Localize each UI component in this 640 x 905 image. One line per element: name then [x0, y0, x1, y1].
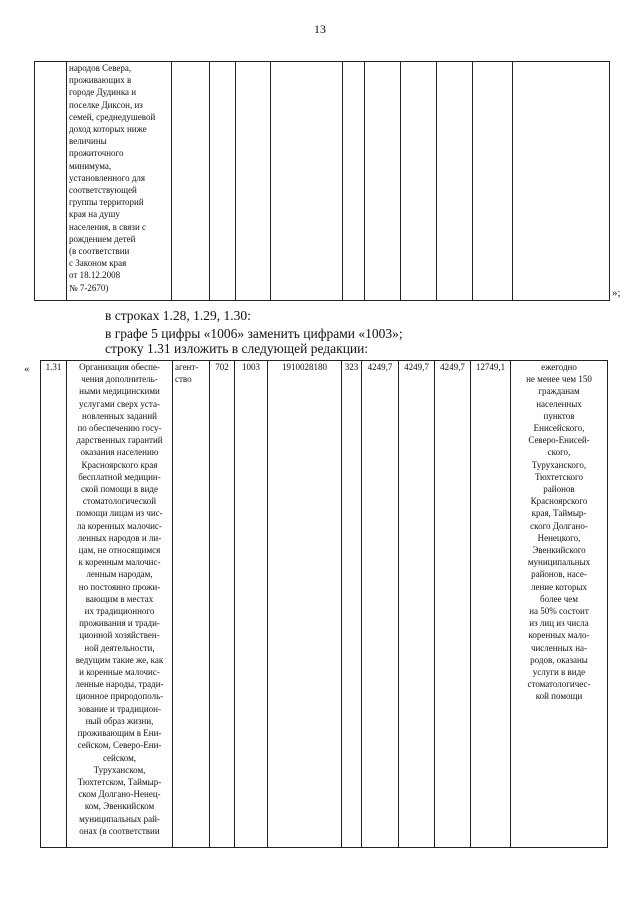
result-cell: [511, 361, 608, 848]
top-table-cell-empty: [401, 62, 437, 301]
top-table-cell-empty: [210, 62, 236, 301]
row-number-cell: [41, 361, 67, 848]
top-table-cell-empty: [236, 62, 271, 301]
result: ежегодно не менее чем 150 гражданам населенных пунктов Енисейского, Северо-Енисей- ского, Туруханского, Тюхтетского районов Красноярского края, Таймыр- ского Долгано- Ненецкого, Эвенкийского муниципальных районов, насе- ление которых более чем на 50% состоит из лиц из числа коренных мало- численных на- родов, оказаны услуги в виде стоматологичес- кой помощи: [526, 362, 592, 702]
code-1003-cell: [235, 361, 268, 848]
opening-quote-mark: «: [24, 363, 30, 375]
top-table-cell-empty: [365, 62, 401, 301]
amount-1-cell: [362, 361, 399, 848]
amount-3-cell: [435, 361, 471, 848]
amendment-line-3: строку 1.31 изложить в следующей редакции:: [105, 341, 369, 356]
code-323: 323: [344, 362, 359, 372]
code-1003: 1003: [242, 362, 260, 372]
target-code: 1910028180: [282, 362, 327, 372]
row-number: 1.31: [45, 362, 62, 372]
row-1-31-table: [40, 360, 608, 848]
top-table: [34, 61, 610, 301]
row-description-cell: [67, 361, 173, 848]
code-702: 702: [215, 362, 229, 372]
top-table-cell-empty: [271, 62, 343, 301]
top-table-description-cell: [67, 62, 172, 301]
amendment-line-2: в графе 5 цифры «1006» заменить цифрами «1003»;: [105, 326, 403, 341]
top-table-description: народов Севера, проживающих в городе Дудинка и поселке Диксон, из семей, среднедушевой доход которых ниже величины прожиточного минимума, установленного для соответствующей группы территорий края на душу населения, в связи с рождением детей (в соответствии с Законом края от 18.12.2008 № 7-2670): [69, 63, 156, 293]
top-table-cell-empty: [172, 62, 210, 301]
amendment-line-1: в строках 1.28, 1.29, 1.30:: [105, 308, 251, 323]
executor: агент- ство: [175, 362, 199, 385]
top-table-cell-empty: [35, 62, 67, 301]
code-702-cell: [210, 361, 235, 848]
top-table-cell-empty: [513, 62, 610, 301]
amount-2-cell: [399, 361, 435, 848]
target-code-cell: [268, 361, 342, 848]
page-number: 13: [314, 22, 326, 36]
row-description: Организация обеспе- чения дополнитель- ными медицинскими услугами сверх уста- новленных заданий по обеспечению госу- дарственных гарантий оказания населению Красноярского края бесплатной медицин- ской помощи в виде стоматологической помощи лицам из чис- ла коренных малочис- ленных народов и ли- цам, не относящимся к коренным малочис- ленным народам, но постоянно прожи- вающим в местах их традиционного проживания и тради- ционной хозяйствен- ной деятельности, ведущим такие же, как и коренные малочис- ленные народы, тради- ционное природополь- зование и традицион- ный образ жизни, проживающим в Ени- сейском, Северо-Ени- сейском, Туруханском, Тюхтетском, Таймыр- ском Долгано-Ненец- ком, Эвенкийском муниципальных рай- онах (в соответствии: [75, 362, 164, 836]
top-table-cell-empty: [437, 62, 473, 301]
executor-cell: [173, 361, 210, 848]
code-323-cell: [342, 361, 362, 848]
table-row: [41, 361, 608, 848]
top-table-cell-empty: [473, 62, 513, 301]
amount-1: 4249,7: [367, 362, 393, 372]
amount-3: 4249,7: [440, 362, 465, 372]
closing-quote-mark: »;: [612, 287, 621, 299]
total: 12749,1: [475, 362, 506, 372]
total-cell: [471, 361, 511, 848]
top-table-cell-empty: [343, 62, 365, 301]
amount-2: 4249,7: [404, 362, 429, 372]
